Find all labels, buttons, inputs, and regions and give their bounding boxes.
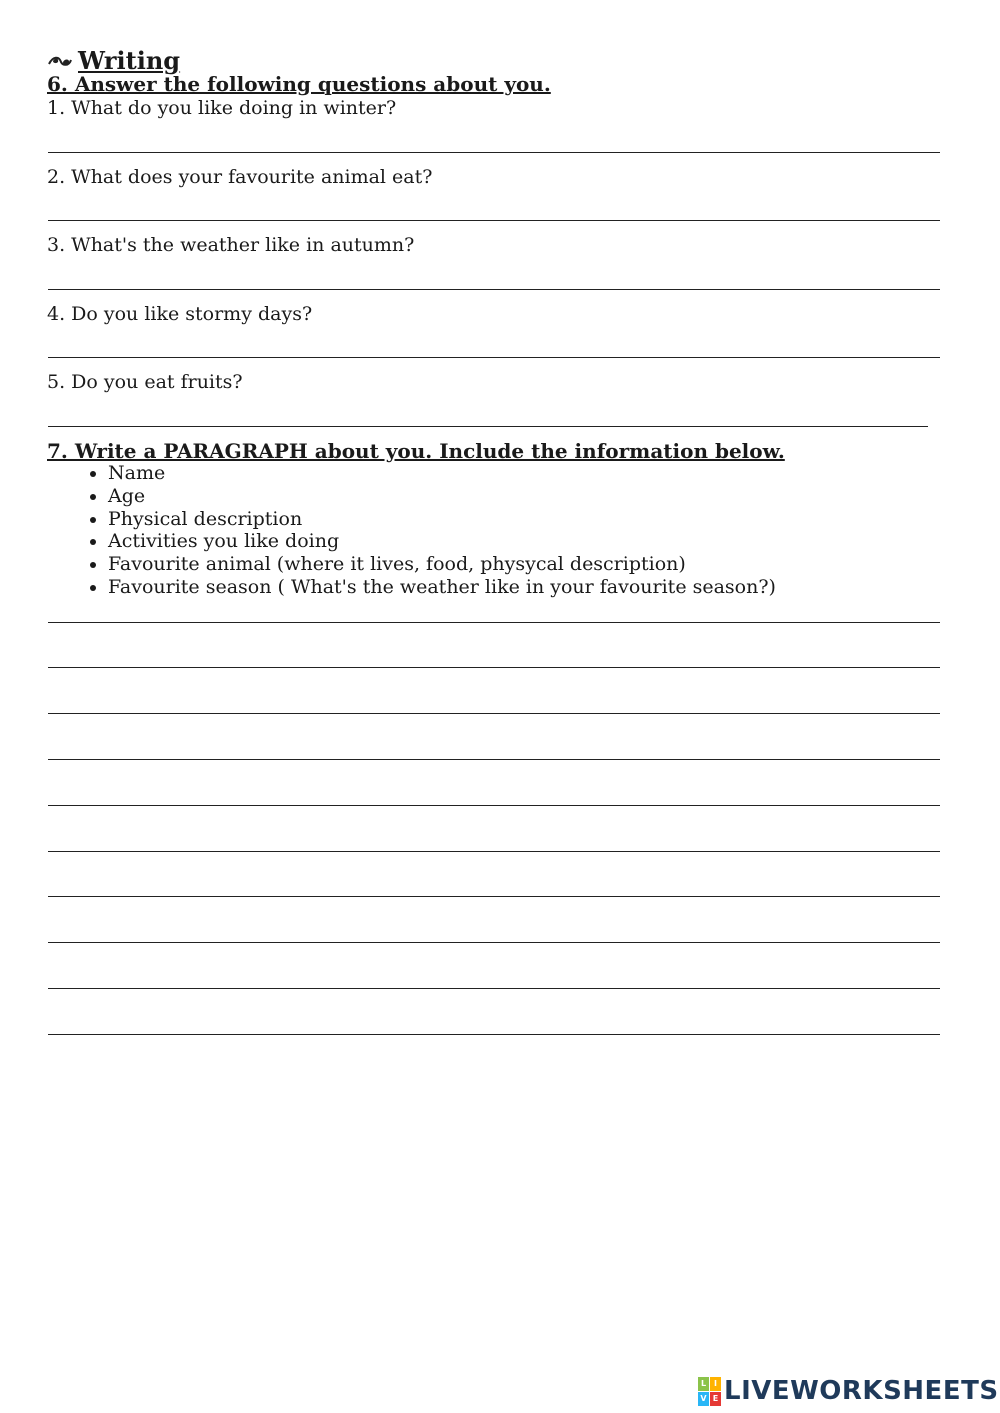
- liveworksheets-logo: [698, 1376, 999, 1406]
- list-item: • Physical description: [108, 508, 776, 531]
- info-list: [60, 462, 776, 599]
- section-title: Writing: [78, 46, 181, 75]
- list-item: • Favourite season ( What's the weather like in your favourite season?): [108, 576, 776, 599]
- question-4: 4. Do you like stormy days?: [47, 303, 313, 325]
- list-item: • Favourite animal (where it lives, food, physycal description): [108, 553, 776, 576]
- paragraph-line[interactable]: [48, 667, 940, 668]
- exercise-6-title: 6. Answer the following questions about you.: [47, 72, 551, 96]
- answer-line-2[interactable]: [48, 220, 940, 221]
- paragraph-line[interactable]: [48, 713, 940, 714]
- answer-line-1[interactable]: [48, 152, 940, 153]
- paragraph-line[interactable]: [48, 896, 940, 897]
- leaf-flourish-icon: [47, 52, 73, 70]
- exercise-7-title: 7. Write a PARAGRAPH about you. Include the information below.: [47, 439, 785, 463]
- paragraph-line[interactable]: [48, 805, 940, 806]
- list-item: • Activities you like doing: [108, 530, 776, 553]
- answer-line-5[interactable]: [48, 426, 928, 427]
- logo-letter: I: [710, 1377, 721, 1391]
- logo-letter: E: [710, 1392, 721, 1406]
- paragraph-line[interactable]: [48, 622, 940, 623]
- answer-line-4[interactable]: [48, 357, 940, 358]
- answer-line-3[interactable]: [48, 289, 940, 290]
- paragraph-line[interactable]: [48, 851, 940, 852]
- question-1: 1. What do you like doing in winter?: [47, 97, 397, 119]
- section-heading: [47, 46, 180, 75]
- paragraph-line[interactable]: [48, 1034, 940, 1035]
- logo-text: LIVEWORKSHEETS: [724, 1376, 999, 1406]
- paragraph-line[interactable]: [48, 759, 940, 760]
- question-3: 3. What's the weather like in autumn?: [47, 234, 415, 256]
- logo-letter: L: [698, 1377, 709, 1391]
- list-item: • Age: [108, 485, 776, 508]
- paragraph-line[interactable]: [48, 988, 940, 989]
- logo-letter: V: [698, 1392, 709, 1406]
- question-5: 5. Do you eat fruits?: [47, 371, 243, 393]
- list-item: • Name: [108, 462, 776, 485]
- paragraph-line[interactable]: [48, 942, 940, 943]
- question-2: 2. What does your favourite animal eat?: [47, 166, 433, 188]
- liveworksheets-logo-icon: [698, 1377, 721, 1406]
